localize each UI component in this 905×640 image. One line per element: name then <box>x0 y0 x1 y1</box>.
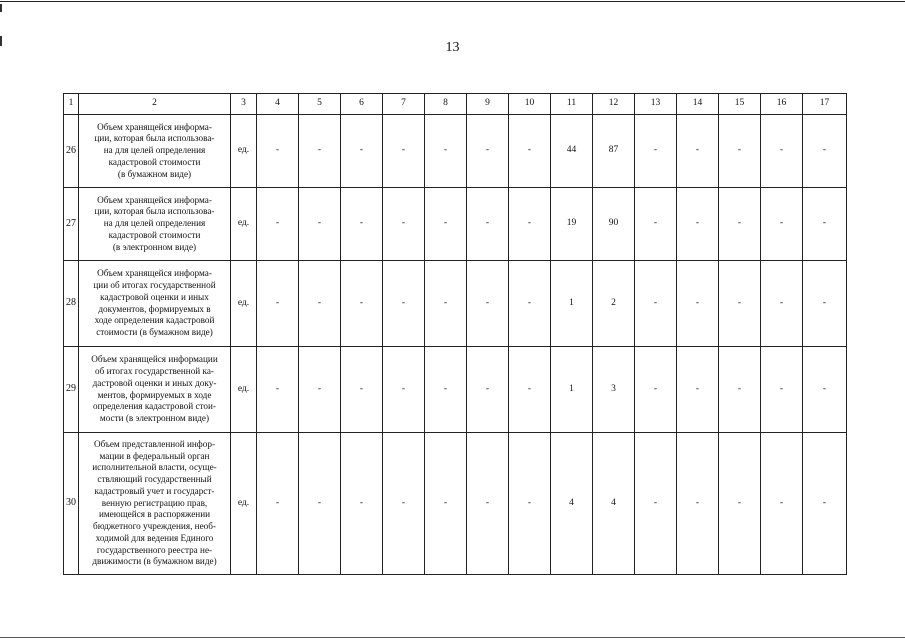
indicator-name-line: дастровой оценки и иных доку- <box>92 377 217 388</box>
value-cell-col-15: - <box>719 115 761 188</box>
table-row <box>64 261 847 347</box>
column-header-2: 2 <box>79 94 231 115</box>
indicator-name-line: движимости (в бумажном виде) <box>92 556 217 567</box>
indicator-name-line: определения кадастровой стои- <box>92 401 216 412</box>
value-cell-col-7: - <box>383 261 425 347</box>
unit-cell: ед. <box>231 115 257 188</box>
column-header-10: 10 <box>509 94 551 115</box>
indicator-name-line: мации в федеральный орган <box>99 450 210 461</box>
unit-cell: ед. <box>231 261 257 347</box>
unit-cell: ед. <box>231 347 257 433</box>
indicator-name-line: кадастровой оценки и иных <box>100 291 209 302</box>
indicator-name-line: ции, которая была использова- <box>94 133 215 144</box>
row-number: 27 <box>64 188 79 261</box>
column-header-17: 17 <box>803 94 847 115</box>
column-header-6: 6 <box>341 94 383 115</box>
indicator-name <box>79 115 231 188</box>
value-cell-col-14: - <box>677 188 719 261</box>
table-row <box>64 433 847 575</box>
indicator-name-line: на для целей определения <box>103 145 206 156</box>
value-cell-col-10: - <box>509 433 551 575</box>
column-header-14: 14 <box>677 94 719 115</box>
indicator-name-line: (в бумажном виде) <box>117 168 192 179</box>
value-cell-col-13: - <box>635 433 677 575</box>
indicator-name-line: Объем хранящейся информа- <box>97 121 212 132</box>
value-cell-col-16: - <box>761 347 803 433</box>
value-cell-col-14: - <box>677 433 719 575</box>
value-cell-col-6: - <box>341 261 383 347</box>
indicator-name-line: документов, формируемых в <box>98 303 211 314</box>
value-cell-col-16: - <box>761 115 803 188</box>
indicator-name-line: кадастровой стоимости <box>108 156 201 167</box>
value-cell-col-13: - <box>635 347 677 433</box>
value-cell-col-17: - <box>803 188 847 261</box>
row-number: 30 <box>64 433 79 575</box>
value-cell-col-8: - <box>425 347 467 433</box>
table-header-row <box>64 94 847 115</box>
column-header-4: 4 <box>257 94 299 115</box>
indicator-name-line: (в электронном виде) <box>112 241 197 252</box>
indicator-name-line: Объем хранящейся информа- <box>97 194 212 205</box>
table-row <box>64 115 847 188</box>
value-cell-col-14: - <box>677 115 719 188</box>
value-cell-col-11: 1 <box>551 261 593 347</box>
value-cell-col-6: - <box>341 188 383 261</box>
value-cell-col-10: - <box>509 188 551 261</box>
indicator-name-line: ходимой для ведения Единого <box>95 532 214 543</box>
value-cell-col-4: - <box>257 188 299 261</box>
value-cell-col-10: - <box>509 115 551 188</box>
value-cell-col-11: 44 <box>551 115 593 188</box>
value-cell-col-17: - <box>803 115 847 188</box>
page-top-border <box>0 1 905 2</box>
column-header-15: 15 <box>719 94 761 115</box>
column-header-11: 11 <box>551 94 593 115</box>
value-cell-col-5: - <box>299 261 341 347</box>
value-cell-col-14: - <box>677 347 719 433</box>
value-cell-col-7: - <box>383 433 425 575</box>
indicator-name <box>79 347 231 433</box>
value-cell-col-16: - <box>761 188 803 261</box>
value-cell-col-4: - <box>257 433 299 575</box>
value-cell-col-8: - <box>425 261 467 347</box>
value-cell-col-10: - <box>509 347 551 433</box>
indicator-name <box>79 261 231 347</box>
row-number: 28 <box>64 261 79 347</box>
value-cell-col-17: - <box>803 261 847 347</box>
value-cell-col-8: - <box>425 433 467 575</box>
value-cell-col-12: 4 <box>593 433 635 575</box>
value-cell-col-15: - <box>719 347 761 433</box>
indicator-name-line: мости (в электронном виде) <box>99 413 210 424</box>
value-cell-col-5: - <box>299 433 341 575</box>
value-cell-col-9: - <box>467 347 509 433</box>
value-cell-col-12: 2 <box>593 261 635 347</box>
indicator-name-line: кадастровой стоимости <box>108 229 201 240</box>
value-cell-col-9: - <box>467 115 509 188</box>
value-cell-col-17: - <box>803 347 847 433</box>
value-cell-col-5: - <box>299 347 341 433</box>
value-cell-col-9: - <box>467 433 509 575</box>
value-cell-col-10: - <box>509 261 551 347</box>
indicator-name-line: ции, которая была использова- <box>94 206 215 217</box>
column-header-8: 8 <box>425 94 467 115</box>
indicator-name-line: ментов, формируемых в ходе <box>97 389 212 400</box>
value-cell-col-8: - <box>425 188 467 261</box>
value-cell-col-5: - <box>299 115 341 188</box>
indicator-name-line: стоимости (в бумажном виде) <box>96 327 213 338</box>
indicator-name-line: на для целей определения <box>103 218 206 229</box>
value-cell-col-4: - <box>257 347 299 433</box>
value-cell-col-17: - <box>803 433 847 575</box>
indicator-name <box>79 433 231 575</box>
indicator-name-line: бюджетного учреждения, необ- <box>93 521 216 532</box>
column-header-1: 1 <box>64 94 79 115</box>
value-cell-col-7: - <box>383 188 425 261</box>
value-cell-col-7: - <box>383 115 425 188</box>
value-cell-col-6: - <box>341 115 383 188</box>
indicator-name-line: имеющейся в распоряжении <box>98 509 211 520</box>
indicator-name-line: кадастровый учет и государст- <box>94 485 215 496</box>
indicator-name-line: Объем представленной инфор- <box>94 438 215 449</box>
column-header-7: 7 <box>383 94 425 115</box>
value-cell-col-6: - <box>341 433 383 575</box>
value-cell-col-16: - <box>761 261 803 347</box>
indicator-name-line: венную регистрацию прав, <box>101 497 208 508</box>
unit-cell: ед. <box>231 188 257 261</box>
value-cell-col-7: - <box>383 347 425 433</box>
value-cell-col-9: - <box>467 188 509 261</box>
value-cell-col-11: 4 <box>551 433 593 575</box>
value-cell-col-11: 1 <box>551 347 593 433</box>
value-cell-col-4: - <box>257 115 299 188</box>
value-cell-col-11: 19 <box>551 188 593 261</box>
value-cell-col-12: 90 <box>593 188 635 261</box>
value-cell-col-12: 3 <box>593 347 635 433</box>
row-number: 26 <box>64 115 79 188</box>
value-cell-col-13: - <box>635 188 677 261</box>
page-bottom-border <box>0 637 905 638</box>
column-header-12: 12 <box>593 94 635 115</box>
indicator-name-line: об итогах государственной ка- <box>95 365 214 376</box>
column-header-3: 3 <box>231 94 257 115</box>
table-row <box>64 188 847 261</box>
value-cell-col-14: - <box>677 261 719 347</box>
value-cell-col-9: - <box>467 261 509 347</box>
indicator-name-line: ствляющий государственный <box>97 474 212 485</box>
value-cell-col-15: - <box>719 188 761 261</box>
page-number: 13 <box>445 40 460 55</box>
unit-cell: ед. <box>231 433 257 575</box>
table-row <box>64 347 847 433</box>
value-cell-col-4: - <box>257 261 299 347</box>
value-cell-col-5: - <box>299 188 341 261</box>
value-cell-col-6: - <box>341 347 383 433</box>
value-cell-col-12: 87 <box>593 115 635 188</box>
indicator-name-line: Объем хранящейся информа- <box>97 268 212 279</box>
indicator-name-line: исполнительной власти, осуще- <box>92 462 217 473</box>
value-cell-col-15: - <box>719 261 761 347</box>
value-cell-col-8: - <box>425 115 467 188</box>
row-number: 29 <box>64 347 79 433</box>
value-cell-col-16: - <box>761 433 803 575</box>
value-cell-col-15: - <box>719 433 761 575</box>
indicator-name-line: ции об итогах государственной <box>93 279 216 290</box>
indicator-name-line: государственного реестра не- <box>96 544 213 555</box>
indicator-name-line: ходе определения кадастровой <box>94 315 215 326</box>
data-table <box>63 93 847 575</box>
value-cell-col-13: - <box>635 115 677 188</box>
column-header-5: 5 <box>299 94 341 115</box>
column-header-16: 16 <box>761 94 803 115</box>
indicator-name-line: Объем хранящейся информации <box>91 354 218 365</box>
value-cell-col-13: - <box>635 261 677 347</box>
left-margin-mark <box>0 4 2 12</box>
column-header-9: 9 <box>467 94 509 115</box>
column-header-13: 13 <box>635 94 677 115</box>
indicator-name <box>79 188 231 261</box>
